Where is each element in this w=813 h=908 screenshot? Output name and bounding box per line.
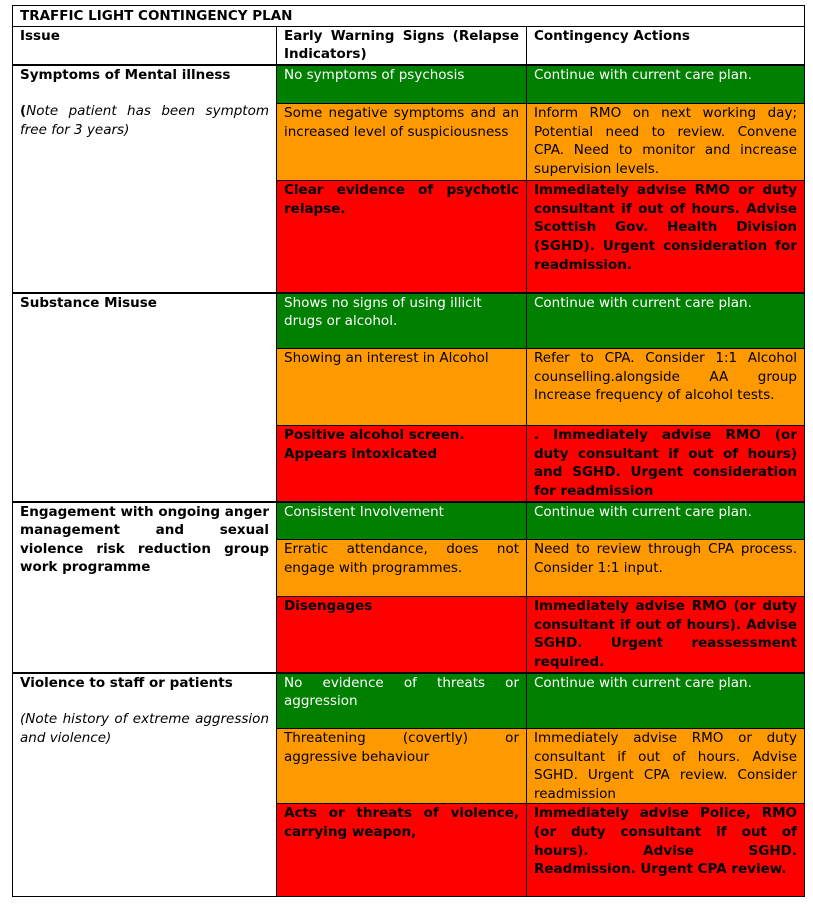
title-row [13,6,805,27]
table-row [13,673,805,729]
issue-cell [13,673,277,897]
sign-cell-amber: Threatening (covertly) or aggressive behaviour [277,729,527,804]
issue-label: Engagement with ongoing anger management and sexual violence risk reduction group work programme [20,503,269,576]
action-cell-amber: Need to review through CPA process. Consider 1:1 input. [527,540,805,597]
sign-cell-red: Clear evidence of psychotic relapse. [277,181,527,293]
action-cell-red: Immediately advise RMO (or duty consultant if out of hours). Advise SGHD. Urgent reassessment required. [527,597,805,673]
table-row [13,502,805,540]
issue-cell [13,293,277,502]
action-cell-red: . Immediately advise RMO (or duty consultant if out of hours) and SGHD. Urgent consideration for readmission [527,426,805,502]
header-signs: Early Warning Signs (Relapse Indicators) [277,26,527,65]
sign-cell-green: Consistent Involvement [277,502,527,540]
issue-label: Symptoms of Mental illness [20,66,231,83]
action-cell-amber: Refer to CPA. Consider 1:1 Alcohol counselling.alongside AA group Increase frequency of alcohol tests. [527,349,805,426]
issue-label: Violence to staff or patients [20,674,233,691]
action-cell-amber: Inform RMO on next working day; Potential need to review. Convene CPA. Need to monitor and increase supervision levels. [527,104,805,181]
issue-note: (Note history of extreme aggression and violence) [20,711,269,746]
table-row [13,293,805,349]
table-row [13,65,805,104]
action-cell-red: Immediately advise Police, RMO (or duty consultant if out of hours). Advise SGHD. Readmission. Urgent CPA review. [527,804,805,897]
action-cell-green: Continue with current care plan. [527,502,805,540]
header-issue: Issue [13,26,277,65]
sign-cell-red: Disengages [277,597,527,673]
action-cell-green: Continue with current care plan. [527,673,805,729]
contingency-plan-document [12,5,804,897]
action-cell-green: Continue with current care plan. [527,65,805,104]
action-cell-green: Continue with current care plan. [527,293,805,349]
table-title: TRAFFIC LIGHT CONTINGENCY PLAN [13,6,805,27]
sign-cell-amber: Erratic attendance, does not engage with programmes. [277,540,527,597]
sign-cell-green: No symptoms of psychosis [277,65,527,104]
sign-cell-green: No evidence of threats or aggression [277,673,527,729]
issue-note: (Note patient has been symptom free for 3 years) [20,103,269,138]
sign-cell-amber: Some negative symptoms and an increased level of suspiciousness [277,104,527,181]
sign-cell-red: Acts or threats of violence, carrying weapon, [277,804,527,897]
header-row [13,26,805,65]
header-actions: Contingency Actions [527,26,805,65]
sign-cell-amber: Showing an interest in Alcohol [277,349,527,426]
contingency-table [12,5,805,897]
action-cell-amber: Immediately advise RMO or duty consultant if out of hours. Advise SGHD. Urgent CPA review. Consider readmission [527,729,805,804]
action-cell-red: Immediately advise RMO or duty consultant if out of hours. Advise Scottish Gov. Health Division (SGHD). Urgent consideration for readmission. [527,181,805,293]
issue-cell [13,65,277,293]
issue-cell [13,502,277,673]
sign-cell-red: Positive alcohol screen. Appears intoxicated [277,426,527,502]
issue-label: Substance Misuse [20,294,157,311]
sign-cell-green: Shows no signs of using illicit drugs or alcohol. [277,293,527,349]
